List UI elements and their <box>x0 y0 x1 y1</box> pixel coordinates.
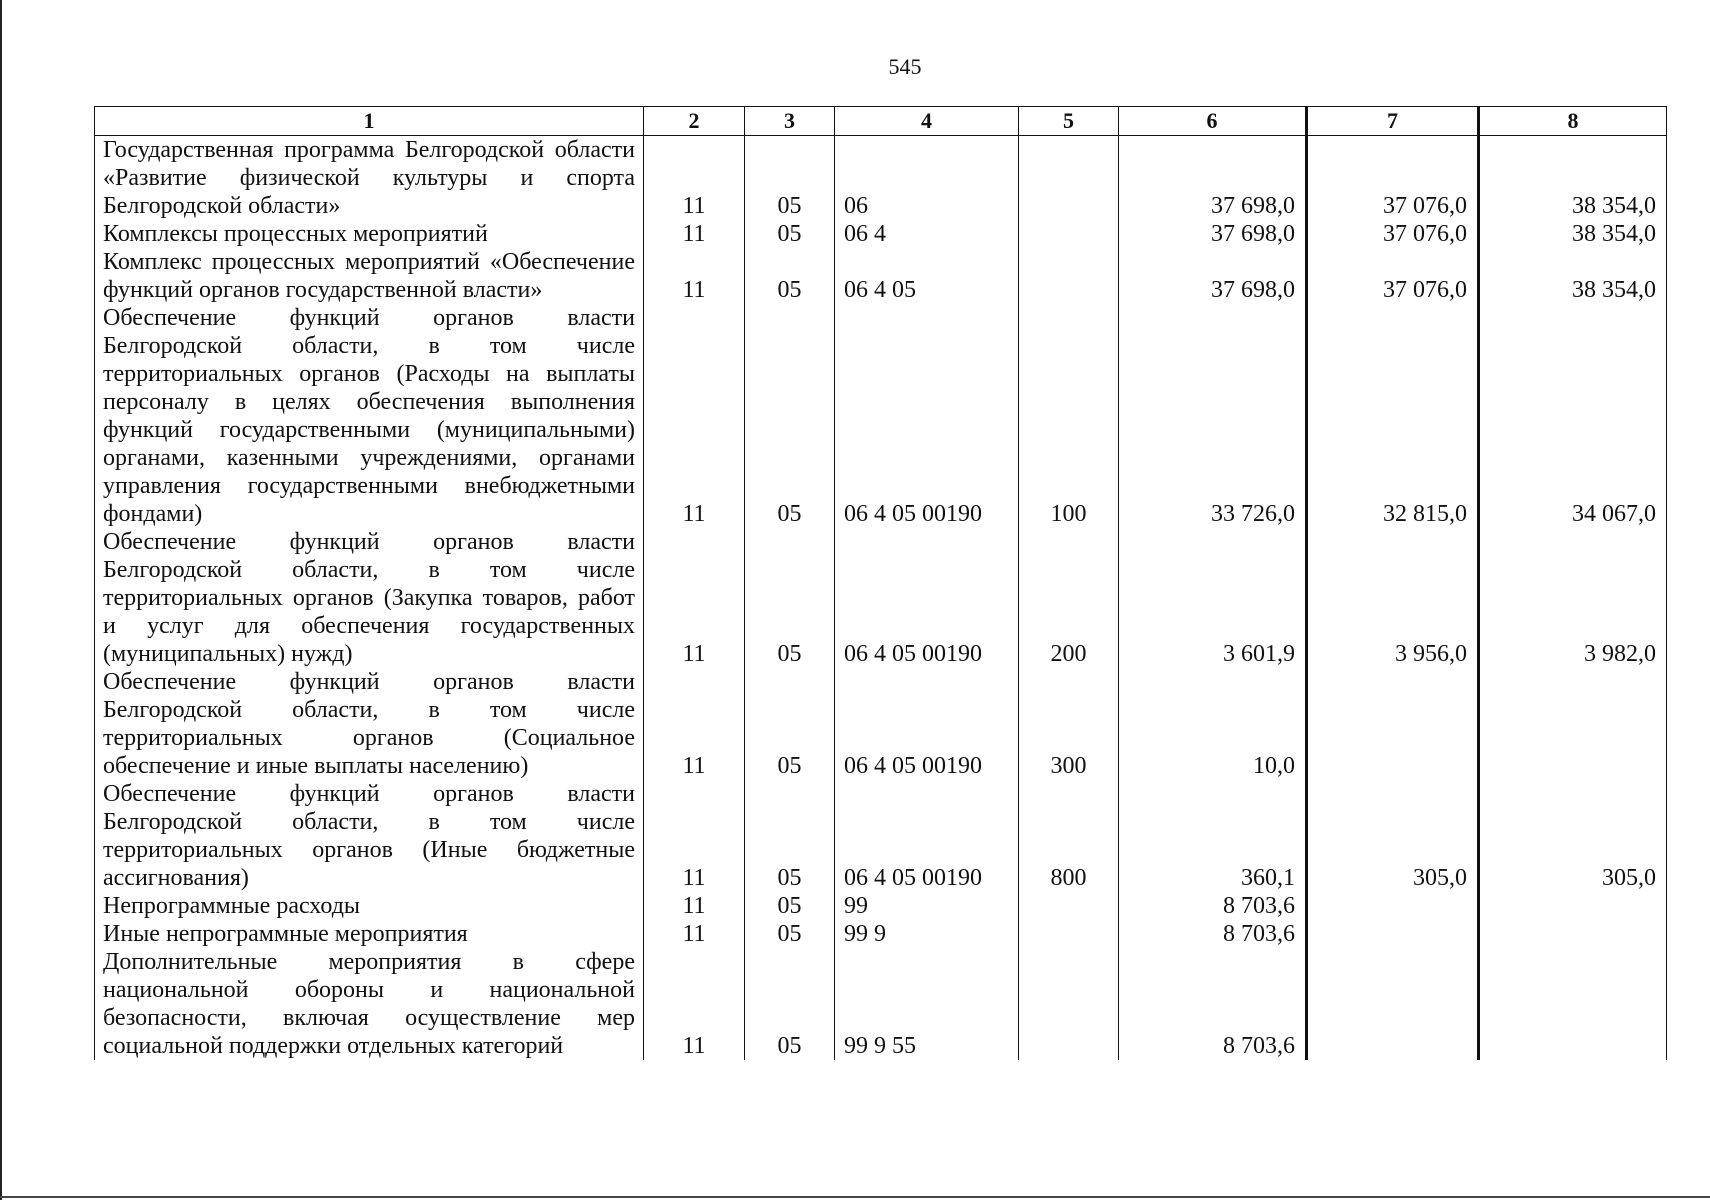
row-subsection-code: 05 <box>745 780 835 892</box>
row-section-code: 11 <box>644 948 745 1060</box>
row-subsection-code: 05 <box>745 920 835 948</box>
row-expense-type <box>1019 892 1119 920</box>
row-amount-7: 32 815,0 <box>1307 304 1479 528</box>
row-description: Обеспечение функций органов власти Белгородской области, в том числе территориальных органов (Закупка товаров, работ и услуг для обеспечения государственных (муниципальных) нужд) <box>95 528 644 668</box>
row-description: Дополнительные мероприятия в сфере национальной обороны и национальной безопасности, включая осуществление мер социальной поддержки отдельных категорий <box>95 948 644 1060</box>
row-section-code: 11 <box>644 220 745 248</box>
row-amount-7: 37 076,0 <box>1307 248 1479 304</box>
row-target-article: 06 4 05 00190 <box>835 528 1019 668</box>
row-amount-6: 8 703,6 <box>1119 892 1307 920</box>
row-amount-6: 37 698,0 <box>1119 248 1307 304</box>
row-expense-type <box>1019 136 1119 221</box>
row-amount-8 <box>1479 892 1667 920</box>
column-header-6: 6 <box>1119 107 1307 136</box>
row-subsection-code: 05 <box>745 668 835 780</box>
row-target-article: 06 4 05 00190 <box>835 780 1019 892</box>
row-amount-7: 3 956,0 <box>1307 528 1479 668</box>
row-section-code: 11 <box>644 248 745 304</box>
column-header-7: 7 <box>1307 107 1479 136</box>
row-expense-type <box>1019 220 1119 248</box>
column-header-1: 1 <box>95 107 644 136</box>
row-target-article: 99 9 <box>835 920 1019 948</box>
row-amount-6: 8 703,6 <box>1119 948 1307 1060</box>
row-description: Обеспечение функций органов власти Белгородской области, в том числе территориальных органов (Расходы на выплаты персоналу в целях обеспечения выполнения функций государственными (муниципальными) органами, казенными учреждениями, органами управления государственными внебюджетными фондами) <box>95 304 644 528</box>
row-amount-7 <box>1307 892 1479 920</box>
row-description: Комплексы процессных мероприятий <box>95 220 644 248</box>
row-section-code: 11 <box>644 136 745 221</box>
table-row <box>95 136 1667 221</box>
row-amount-8 <box>1479 948 1667 1060</box>
row-description: Обеспечение функций органов власти Белгородской области, в том числе территориальных органов (Социальное обеспечение и иные выплаты населению) <box>95 668 644 780</box>
table-row <box>95 528 1667 668</box>
row-target-article: 06 <box>835 136 1019 221</box>
table-row <box>95 220 1667 248</box>
budget-table <box>94 106 1667 1060</box>
row-amount-8 <box>1479 668 1667 780</box>
row-target-article: 99 <box>835 892 1019 920</box>
row-amount-7 <box>1307 920 1479 948</box>
page-number: 545 <box>888 54 922 79</box>
row-expense-type: 200 <box>1019 528 1119 668</box>
row-expense-type <box>1019 920 1119 948</box>
row-subsection-code: 05 <box>745 304 835 528</box>
row-expense-type: 300 <box>1019 668 1119 780</box>
table-row <box>95 668 1667 780</box>
row-amount-8: 38 354,0 <box>1479 136 1667 221</box>
row-amount-6: 37 698,0 <box>1119 136 1307 221</box>
row-subsection-code: 05 <box>745 948 835 1060</box>
row-amount-6: 37 698,0 <box>1119 220 1307 248</box>
row-description: Иные непрограммные мероприятия <box>95 920 644 948</box>
row-amount-8 <box>1479 920 1667 948</box>
row-section-code: 11 <box>644 920 745 948</box>
table-row <box>95 892 1667 920</box>
row-expense-type <box>1019 948 1119 1060</box>
row-subsection-code: 05 <box>745 892 835 920</box>
row-subsection-code: 05 <box>745 220 835 248</box>
row-target-article: 99 9 55 <box>835 948 1019 1060</box>
row-expense-type: 800 <box>1019 780 1119 892</box>
row-amount-6: 360,1 <box>1119 780 1307 892</box>
row-amount-7 <box>1307 668 1479 780</box>
row-target-article: 06 4 05 00190 <box>835 304 1019 528</box>
row-amount-8: 305,0 <box>1479 780 1667 892</box>
row-amount-7 <box>1307 948 1479 1060</box>
row-subsection-code: 05 <box>745 136 835 221</box>
row-amount-8: 3 982,0 <box>1479 528 1667 668</box>
column-header-8: 8 <box>1479 107 1667 136</box>
table-row <box>95 948 1667 1060</box>
column-header-2: 2 <box>644 107 745 136</box>
row-amount-8: 38 354,0 <box>1479 220 1667 248</box>
row-amount-7: 37 076,0 <box>1307 220 1479 248</box>
row-subsection-code: 05 <box>745 248 835 304</box>
row-amount-6: 3 601,9 <box>1119 528 1307 668</box>
row-description: Обеспечение функций органов власти Белгородской области, в том числе территориальных органов (Иные бюджетные ассигнования) <box>95 780 644 892</box>
row-expense-type <box>1019 248 1119 304</box>
row-section-code: 11 <box>644 668 745 780</box>
row-target-article: 06 4 <box>835 220 1019 248</box>
row-target-article: 06 4 05 <box>835 248 1019 304</box>
row-expense-type: 100 <box>1019 304 1119 528</box>
row-amount-6: 8 703,6 <box>1119 920 1307 948</box>
scan-bottom-edge <box>0 1196 1710 1198</box>
row-amount-7: 305,0 <box>1307 780 1479 892</box>
row-amount-8: 34 067,0 <box>1479 304 1667 528</box>
row-subsection-code: 05 <box>745 528 835 668</box>
row-target-article: 06 4 05 00190 <box>835 668 1019 780</box>
row-section-code: 11 <box>644 304 745 528</box>
column-header-5: 5 <box>1019 107 1119 136</box>
row-amount-7: 37 076,0 <box>1307 136 1479 221</box>
scan-left-edge <box>0 0 2 1200</box>
column-header-3: 3 <box>745 107 835 136</box>
table-row <box>95 920 1667 948</box>
column-header-4: 4 <box>835 107 1019 136</box>
table-row <box>95 304 1667 528</box>
row-section-code: 11 <box>644 780 745 892</box>
row-section-code: 11 <box>644 528 745 668</box>
row-amount-6: 10,0 <box>1119 668 1307 780</box>
row-amount-8: 38 354,0 <box>1479 248 1667 304</box>
table-row <box>95 248 1667 304</box>
table-row <box>95 780 1667 892</box>
row-description: Непрограммные расходы <box>95 892 644 920</box>
row-description: Комплекс процессных мероприятий «Обеспечение функций органов государственной власти» <box>95 248 644 304</box>
row-amount-6: 33 726,0 <box>1119 304 1307 528</box>
row-description: Государственная программа Белгородской области «Развитие физической культуры и спорта Белгородской области» <box>95 136 644 221</box>
header-row <box>95 107 1667 136</box>
row-section-code: 11 <box>644 892 745 920</box>
